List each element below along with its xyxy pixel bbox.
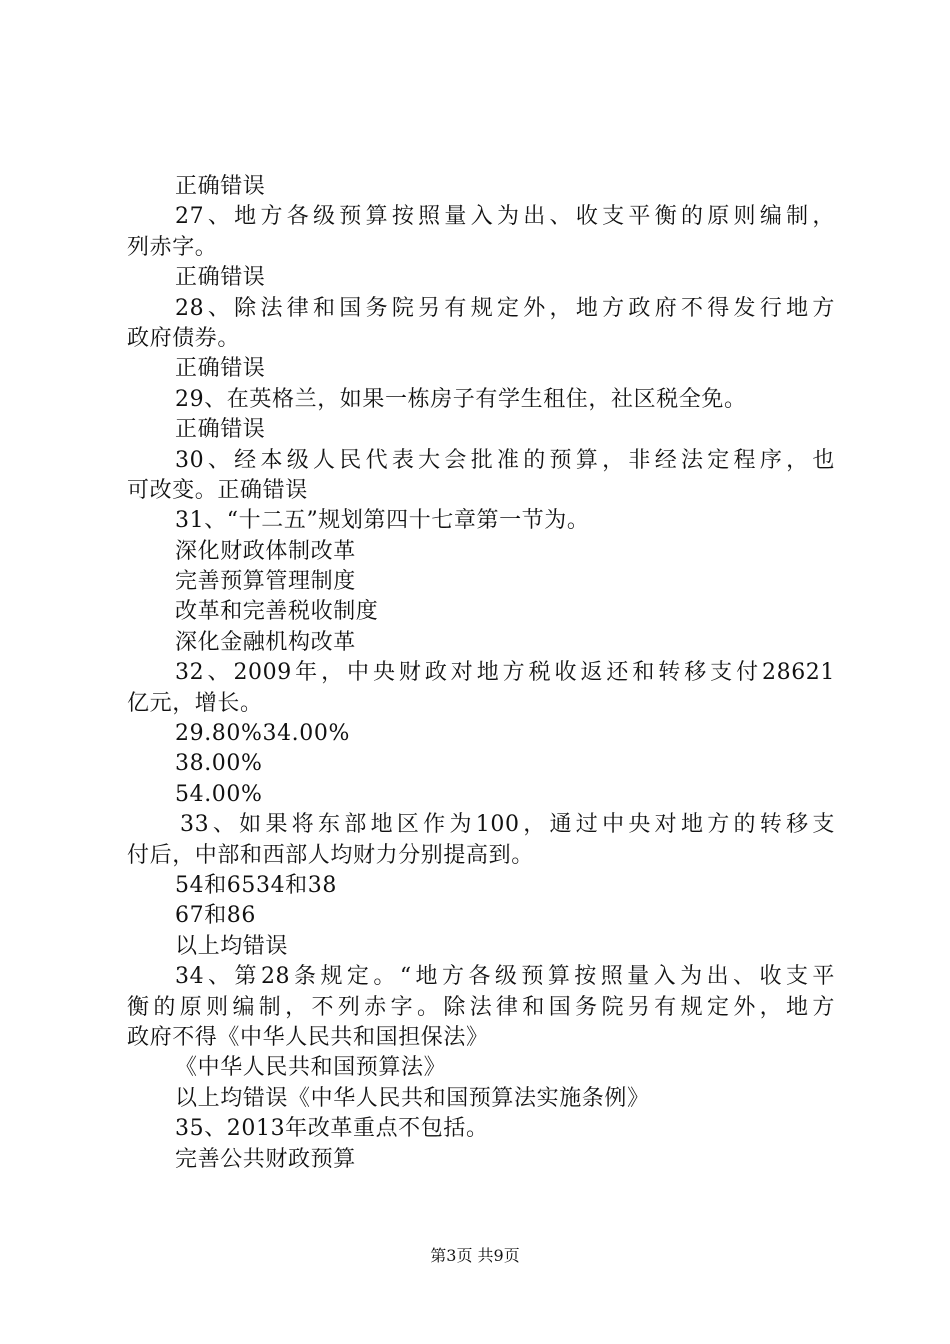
answer-option: 完善公共财政预算 — [175, 1146, 356, 1172]
question-28: 28、除法律和国务院另有规定外，地方政府不得发行地方 — [175, 295, 835, 321]
question-31: 31、“十二五”规划第四十七章第一节为。 — [175, 508, 590, 534]
question-27-cont: 列赤字。 — [127, 234, 218, 260]
question-28-cont: 政府债券。 — [127, 325, 241, 351]
answer-option: 67和86 — [175, 903, 256, 929]
question-34-cont: 衡的原则编制，不列赤字。除法律和国务院另有规定外，地方 — [127, 994, 835, 1020]
answer-option: 完善预算管理制度 — [175, 569, 356, 595]
answer-option: 改革和完善税收制度 — [175, 599, 379, 625]
question-33: 33、如果将东部地区作为100，通过中央对地方的转移支 — [180, 812, 835, 838]
answer-option: 《中华人民共和国预算法》 — [175, 1055, 447, 1081]
answer-option: 深化财政体制改革 — [175, 538, 356, 564]
question-32: 32、2009年，中央财政对地方税收返还和转移支付28621 — [175, 660, 835, 686]
question-30: 30、经本级人民代表大会批准的预算，非经法定程序，也 — [175, 447, 835, 473]
answer-option: 38.00% — [175, 751, 263, 777]
document-body — [127, 172, 835, 1175]
answer-option: 正确错误 — [175, 417, 266, 443]
answer-option: 正确错误 — [175, 265, 266, 291]
question-35: 35、2013年改革重点不包括。 — [175, 1116, 489, 1142]
question-29: 29、在英格兰，如果一栋房子有学生租住，社区税全免。 — [175, 386, 747, 412]
answer-option: 正确错误 — [175, 356, 266, 382]
question-34-cont: 政府不得《中华人民共和国担保法》 — [127, 1024, 489, 1050]
page-number-footer: 第3页 共9页 — [430, 1246, 520, 1265]
question-32-cont: 亿元，增长。 — [127, 690, 263, 716]
answer-option: 29.80%34.00% — [175, 721, 350, 747]
question-33-cont: 付后，中部和西部人均财力分别提高到。 — [127, 842, 534, 868]
answer-option: 深化金融机构改革 — [175, 629, 356, 655]
answer-option: 以上均错误《中华人民共和国预算法实施条例》 — [175, 1085, 650, 1111]
answer-option: 54和6534和38 — [175, 872, 337, 898]
answer-option: 以上均错误 — [175, 933, 289, 959]
question-30-cont: 可改变。正确错误 — [127, 477, 308, 503]
question-27: 27、地方各级预算按照量入为出、收支平衡的原则编制， — [175, 204, 835, 230]
answer-option: 54.00% — [175, 781, 263, 807]
answer-option: 正确错误 — [175, 174, 266, 199]
question-34: 34、第28条规定。“地方各级预算按照量入为出、收支平 — [175, 964, 835, 990]
